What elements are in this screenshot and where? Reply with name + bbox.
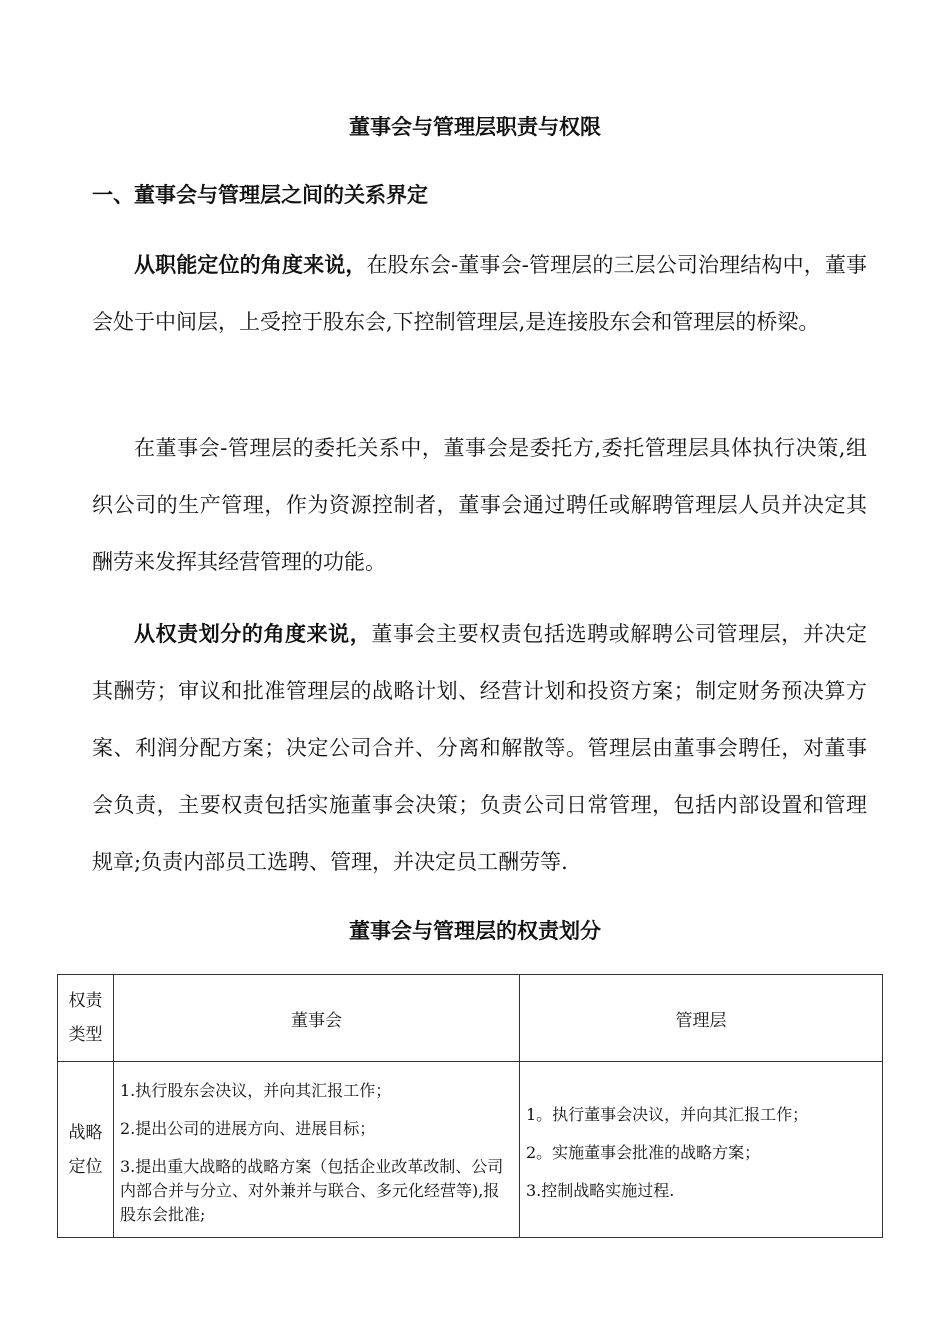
document-title: 董事会与管理层职责与权限 <box>349 114 601 139</box>
board-item: 3.提出重大战略的战略方案（包括企业改革改制、公司内部合并与分立、对外兼并与联合、多元化经营等),报股东会批准; <box>120 1157 504 1224</box>
table-header-row <box>58 975 883 1062</box>
management-item: 2。实施董事会批准的战略方案； <box>526 1143 761 1162</box>
row-type-cell <box>58 1062 114 1238</box>
header-cell-board: 董事会 <box>114 975 520 1062</box>
management-item: 1。执行董事会决议，并向其汇报工作； <box>526 1105 809 1124</box>
paragraph-rights-division <box>92 605 867 891</box>
row-board-cell <box>114 1062 520 1238</box>
row-type-line2: 定位 <box>68 1156 103 1177</box>
paragraph-body-rights: 董事会主要权责包括选聘或解聘公司管理层，并决定其酬劳；审议和批准管理层的战略计划、经营计划和投资方案；制定财务预决算方案、利润分配方案；决定公司合并、分离和解散等。管理层由董事会聘任，对董事会负责，主要权责包括实施董事会决策；负责公司日常管理，包括内部设置和管理规章;负责内部员工选聘、管理，并决定员工酬劳等. <box>92 622 868 874</box>
header-cell-type <box>58 975 114 1062</box>
table-row <box>58 1062 883 1238</box>
paragraph-delegation-relationship <box>92 420 867 591</box>
rights-division-table <box>57 974 883 1238</box>
paragraph-body-delegation: 在董事会-管理层的委托关系中，董事会是委托方,委托管理层具体执行决策,组织公司的生产管理，作为资源控制者，董事会通过聘任或解聘管理层人员并决定其酬劳来发挥其经营管理的功能。 <box>92 436 867 574</box>
board-item: 2.提出公司的进展方向、进展目标； <box>120 1119 376 1138</box>
table-title: 董事会与管理层的权责划分 <box>349 918 601 943</box>
paragraph-body-functional: 在股东会-董事会-管理层的三层公司治理结构中，董事会处于中间层，上受控于股东会,下控制管理层,是连接股东会和管理层的桥梁。 <box>92 253 867 334</box>
section-heading-relationship: 一、董事会与管理层之间的关系界定 <box>92 182 428 207</box>
paragraph-lead-rights: 从权责划分的角度来说， <box>134 621 372 646</box>
board-item: 1.执行股东会决议，并向其汇报工作； <box>120 1081 392 1100</box>
row-management-cell <box>520 1062 883 1238</box>
paragraph-functional-positioning <box>92 236 867 351</box>
row-type-line1: 战略 <box>68 1122 103 1143</box>
paragraph-lead-functional: 从职能定位的角度来说， <box>134 252 367 277</box>
header-cell-management: 管理层 <box>520 975 883 1062</box>
header-type-line2: 类型 <box>68 1025 103 1045</box>
management-item: 3.控制战略实施过程. <box>526 1181 675 1200</box>
header-type-line1: 权责 <box>68 991 103 1011</box>
